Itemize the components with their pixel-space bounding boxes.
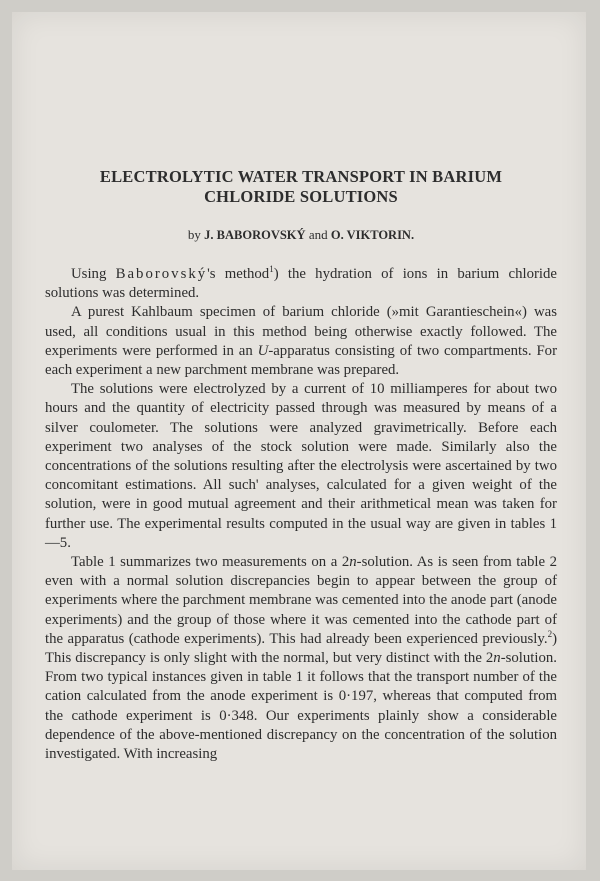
paragraph-3: The solutions were electrolyzed by a current of 10 milliamperes for about two hours and the quantity of electricity passed through was measured by means of a silver coulometer. The solutions were analyzed gravimetrically. Before each experiment two analyses of the stock solution were made. Similarly also the concentrations of the solutions resulting after the electrolysis were ascertained by two concomitant estimations. All such' analyses, calculated for a given weight of the solution, were in good mutual agreement and their arithmetical mean was taken for further use. The experimental results computed in the usual way are given in tables 1—5. <box>45 381 557 551</box>
author-name-spaced: Baborovský <box>115 266 208 282</box>
by-label: by <box>187 227 201 242</box>
author-line <box>45 227 557 243</box>
paragraph-2: A purest Kahlbaum specimen of barium chloride (»mit Garantieschein«) was used, all conditions usual in this method being otherwise exactly followed. The experiments were performed in an U-apparatus consisting of two compartments. For each experiment a new parchment membrane was prepared. <box>45 304 557 379</box>
and-label: and <box>308 227 328 242</box>
paragraph-4: Table 1 summarizes two measurements on a 2n-solution. As is seen from table 2 even with a normal solution discrepancies begin to appear between the group of experiments where the parchment membrane was cemented into the anode part (anode experiments) and the group of those where it was cemented into the cathode part of the apparatus (cathode experiments). This had already been experienced previously.$^2$) This discrepancy is only slight with the normal, but very distinct with the 2n-solution. From two typical instances given in table 1 it follows that the transport number of the cation calculated from the anode experiment is 0·197, whereas that computed from the cathode experiment is 0·348. Our experiments plainly show a considerable dependence of the above-mentioned discrepancy on the concentration of the solution investigated. With increasing <box>45 554 558 763</box>
footnote-ref-2: 2 <box>547 628 553 639</box>
paragraph-1: Using Baborovský's method$^1$) the hydration of ions in barium chloride solutions was determined. <box>45 264 557 302</box>
author-2: O. VIKTORIN. <box>330 228 415 242</box>
article-title <box>45 167 557 207</box>
footnote-ref-1: 1 <box>269 264 274 275</box>
author-1: J. BABOROVSKÝ <box>204 228 306 242</box>
page <box>12 12 586 870</box>
article-body <box>45 265 557 764</box>
article <box>45 167 557 764</box>
title-line-1: ELECTROLYTIC WATER TRANSPORT IN BARIUM <box>99 167 503 186</box>
title-line-2: CHLORIDE SOLUTIONS <box>204 187 398 206</box>
